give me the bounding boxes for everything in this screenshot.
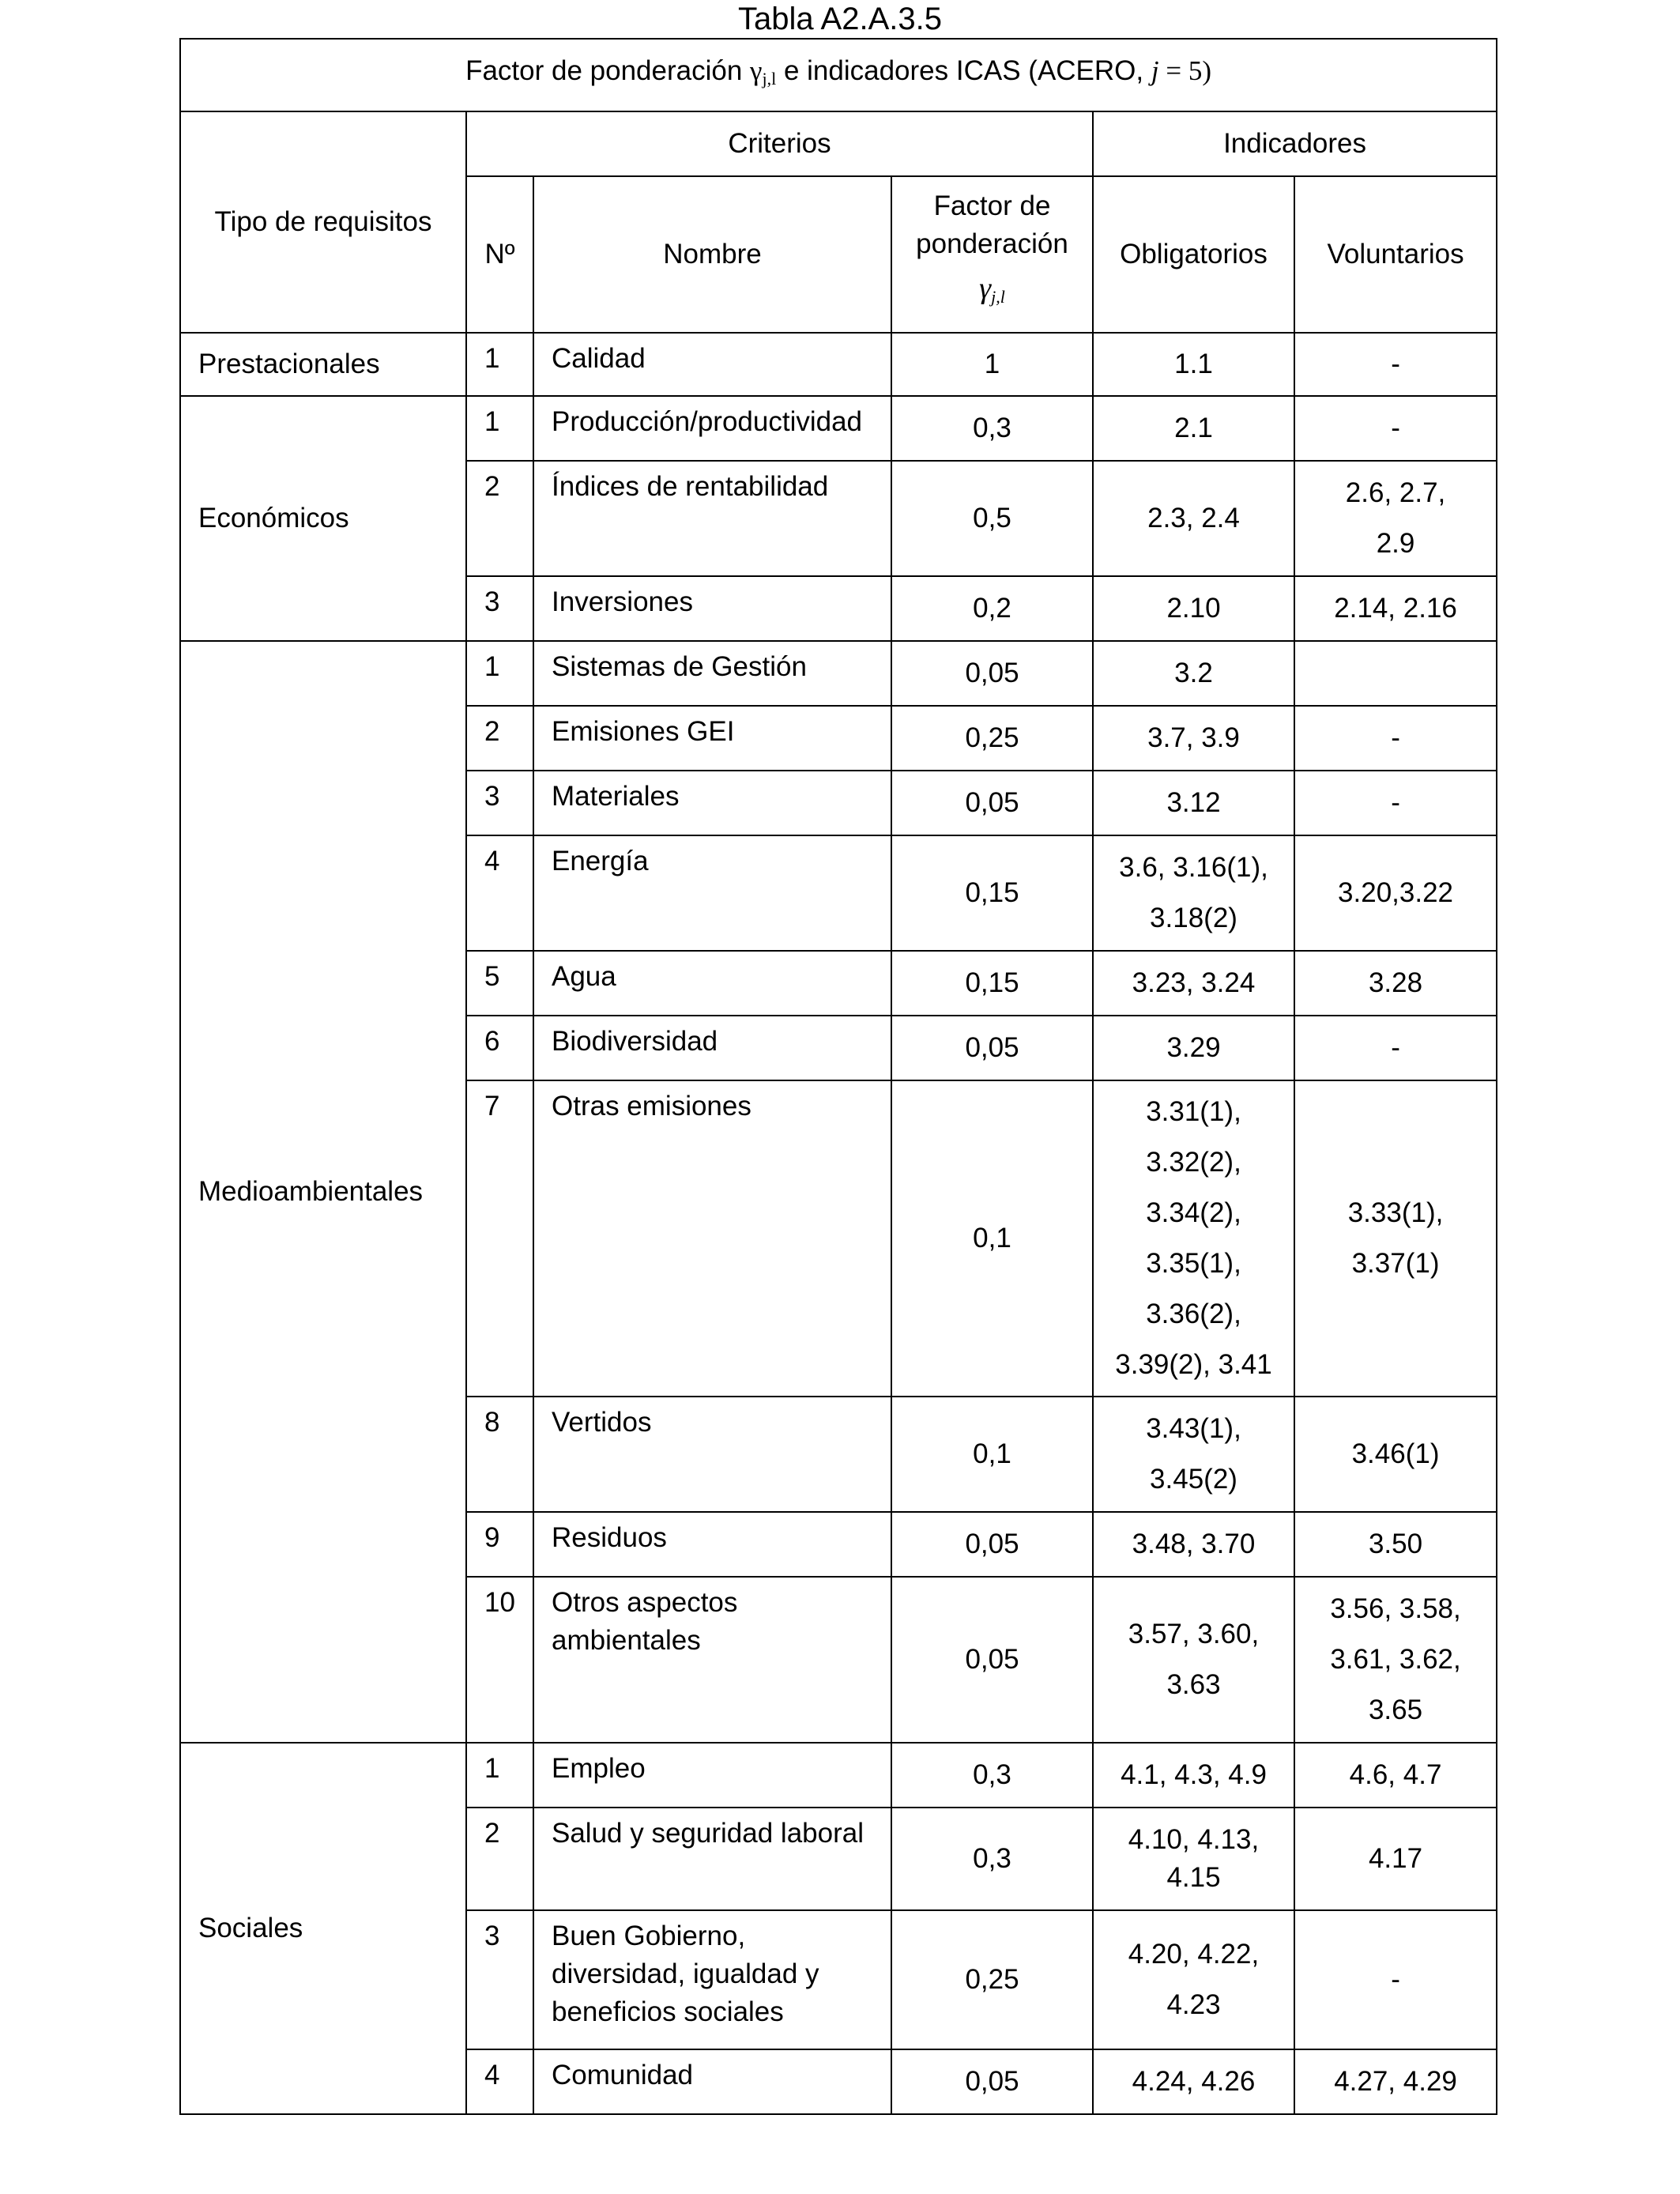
obligatorio-line: 2.1 — [1174, 413, 1213, 443]
criterio-num-cell: 3 — [466, 1910, 533, 2049]
indicadores-voluntarios-cell — [1294, 576, 1497, 641]
factor-ponderacion-cell: 0,3 — [891, 396, 1093, 461]
voluntario-line: 3.46(1) — [1351, 1438, 1440, 1469]
obligatorio-line: 4.1, 4.3, 4.9 — [1121, 1759, 1267, 1790]
criterio-num-cell: 1 — [466, 1743, 533, 1808]
header-indicadores: Indicadores — [1093, 111, 1497, 176]
indicadores-voluntarios-cell — [1294, 333, 1497, 396]
page-title: Tabla A2.A.3.5 — [738, 2, 942, 36]
voluntario-line: 3.20,3.22 — [1338, 877, 1454, 908]
factor-ponderacion-cell: 0,1 — [891, 1080, 1093, 1397]
indicadores-voluntarios-cell — [1294, 641, 1497, 706]
criterio-num-cell: 8 — [466, 1397, 533, 1512]
criterio-num-cell: 3 — [466, 771, 533, 835]
nombre-line: Agua — [552, 961, 616, 992]
criterio-num-cell: 2 — [466, 461, 533, 576]
voluntario-line: 3.50 — [1368, 1529, 1423, 1559]
tipo-requisitos-cell: Económicos — [180, 396, 466, 641]
obligatorio-line: 3.29 — [1166, 1032, 1221, 1063]
obligatorio-line: 3.7, 3.9 — [1147, 722, 1240, 753]
indicadores-obligatorios-cell — [1093, 951, 1294, 1016]
voluntario-line: 4.17 — [1368, 1843, 1423, 1874]
indicadores-obligatorios-cell — [1093, 461, 1294, 576]
nombre-line: Otras emisiones — [552, 1091, 751, 1122]
caption-middle: e indicadores ICAS (ACERO, — [776, 55, 1151, 86]
voluntario-line: - — [1391, 787, 1400, 818]
indicadores-voluntarios-cell — [1294, 1577, 1497, 1743]
indicadores-obligatorios-cell — [1093, 576, 1294, 641]
obligatorio-line: 4.10, 4.13, — [1128, 1824, 1260, 1855]
caption-gamma: γ — [750, 55, 763, 86]
header-gamma-sub: j,l — [991, 286, 1005, 307]
caption-close: ) — [1202, 55, 1211, 86]
indicadores-voluntarios-cell — [1294, 1016, 1497, 1080]
header-obligatorios: Obligatorios — [1093, 176, 1294, 333]
indicadores-voluntarios-cell — [1294, 1397, 1497, 1512]
obligatorio-line: 3.2 — [1174, 658, 1213, 688]
obligatorio-line: 3.6, 3.16(1), — [1119, 852, 1268, 883]
nombre-line: Residuos — [552, 1522, 667, 1553]
obligatorio-line: 2.3, 2.4 — [1147, 503, 1240, 533]
indicadores-obligatorios-cell — [1093, 1910, 1294, 2049]
header-gamma-symbol: γ — [979, 271, 992, 305]
criterio-nombre-cell — [533, 1808, 891, 1910]
voluntario-line: 3.37(1) — [1351, 1248, 1440, 1279]
obligatorio-line: 3.36(2), — [1146, 1299, 1241, 1329]
header-nombre: Nombre — [533, 176, 891, 333]
voluntario-line: - — [1391, 413, 1400, 443]
criterio-num-cell: 1 — [466, 396, 533, 461]
obligatorio-line: 4.15 — [1166, 1862, 1221, 1893]
table-row — [180, 641, 1497, 706]
criterio-nombre-cell — [533, 951, 891, 1016]
criterio-nombre-cell — [533, 835, 891, 951]
factor-ponderacion-cell: 0,05 — [891, 641, 1093, 706]
indicadores-obligatorios-cell — [1093, 1743, 1294, 1808]
caption-eq-value: = 5 — [1158, 55, 1203, 86]
voluntario-line: 4.27, 4.29 — [1334, 2066, 1457, 2097]
factor-ponderacion-cell: 0,1 — [891, 1397, 1093, 1512]
indicadores-obligatorios-cell — [1093, 771, 1294, 835]
criterio-nombre-cell — [533, 333, 891, 396]
header-num: Nº — [466, 176, 533, 333]
factor-ponderacion-cell: 0,3 — [891, 1743, 1093, 1808]
nombre-line: diversidad, igualdad y — [552, 1958, 819, 1989]
criterio-num-cell: 10 — [466, 1577, 533, 1743]
voluntario-line: - — [1391, 1964, 1400, 1995]
criterio-nombre-cell — [533, 706, 891, 771]
tipo-requisitos-cell: Prestacionales — [180, 333, 466, 396]
voluntario-line: - — [1391, 1032, 1400, 1063]
indicadores-voluntarios-cell — [1294, 835, 1497, 951]
nombre-line: Vertidos — [552, 1407, 652, 1438]
nombre-line: ambientales — [552, 1625, 701, 1656]
obligatorio-line: 3.23, 3.24 — [1132, 967, 1256, 998]
indicadores-voluntarios-cell — [1294, 951, 1497, 1016]
obligatorio-line: 3.45(2) — [1150, 1464, 1237, 1495]
nombre-line: Energía — [552, 846, 649, 876]
header-factor-gamma — [892, 263, 1092, 322]
factor-ponderacion-cell: 1 — [891, 333, 1093, 396]
indicadores-voluntarios-cell — [1294, 1743, 1497, 1808]
nombre-line: Emisiones GEI — [552, 716, 735, 747]
voluntario-line: 3.65 — [1368, 1695, 1423, 1725]
nombre-line: Comunidad — [552, 2060, 693, 2090]
factor-ponderacion-cell: 0,25 — [891, 706, 1093, 771]
factor-ponderacion-cell: 0,5 — [891, 461, 1093, 576]
table-row — [180, 333, 1497, 396]
icas-table — [179, 38, 1497, 2115]
criterio-num-cell: 4 — [466, 835, 533, 951]
indicadores-voluntarios-cell — [1294, 1808, 1497, 1910]
obligatorio-line: 3.63 — [1166, 1669, 1221, 1700]
obligatorio-line: 3.35(1), — [1146, 1248, 1241, 1279]
tipo-requisitos-cell: Medioambientales — [180, 641, 466, 1743]
nombre-line: Calidad — [552, 343, 646, 374]
header-criterios: Criterios — [466, 111, 1093, 176]
caption-gamma-sub: j,l — [762, 69, 777, 89]
factor-ponderacion-cell: 0,3 — [891, 1808, 1093, 1910]
obligatorio-line: 3.31(1), — [1146, 1096, 1241, 1127]
indicadores-obligatorios-cell — [1093, 1397, 1294, 1512]
indicadores-obligatorios-cell — [1093, 1808, 1294, 1910]
criterio-num-cell: 3 — [466, 576, 533, 641]
criterio-num-cell: 9 — [466, 1512, 533, 1577]
obligatorio-line: 3.34(2), — [1146, 1197, 1241, 1228]
criterio-nombre-cell — [533, 1577, 891, 1743]
factor-ponderacion-cell: 0,25 — [891, 1910, 1093, 2049]
criterio-nombre-cell — [533, 576, 891, 641]
obligatorio-line: 2.10 — [1166, 593, 1221, 624]
caption-j: j — [1151, 55, 1159, 86]
factor-ponderacion-cell: 0,2 — [891, 576, 1093, 641]
obligatorio-line: 3.48, 3.70 — [1132, 1529, 1256, 1559]
nombre-line: Empleo — [552, 1753, 646, 1784]
table-caption — [180, 39, 1497, 111]
header-voluntarios: Voluntarios — [1294, 176, 1497, 333]
caption-before: Factor de ponderación — [465, 55, 751, 86]
voluntario-line: - — [1391, 722, 1400, 753]
indicadores-obligatorios-cell — [1093, 333, 1294, 396]
voluntario-line: 2.9 — [1376, 528, 1415, 559]
criterio-nombre-cell — [533, 1397, 891, 1512]
tipo-requisitos-cell: Sociales — [180, 1743, 466, 2114]
obligatorio-line: 3.57, 3.60, — [1128, 1619, 1260, 1649]
criterio-num-cell: 5 — [466, 951, 533, 1016]
factor-ponderacion-cell: 0,15 — [891, 951, 1093, 1016]
voluntario-line: 3.33(1), — [1347, 1197, 1444, 1228]
indicadores-obligatorios-cell — [1093, 641, 1294, 706]
criterio-nombre-cell — [533, 1016, 891, 1080]
header-factor — [891, 176, 1093, 333]
indicadores-obligatorios-cell — [1093, 1512, 1294, 1577]
criterio-nombre-cell — [533, 641, 891, 706]
indicadores-voluntarios-cell — [1294, 1910, 1497, 2049]
indicadores-voluntarios-cell — [1294, 2049, 1497, 2114]
criterio-nombre-cell — [533, 1910, 891, 2049]
factor-ponderacion-cell: 0,05 — [891, 2049, 1093, 2114]
indicadores-voluntarios-cell — [1294, 461, 1497, 576]
criterio-nombre-cell — [533, 1080, 891, 1397]
nombre-line: Otros aspectos — [552, 1587, 738, 1618]
nombre-line: Buen Gobierno, — [552, 1921, 746, 1951]
obligatorio-line: 4.24, 4.26 — [1132, 2066, 1256, 2097]
voluntario-line: - — [1391, 349, 1400, 379]
nombre-line: Índices de rentabilidad — [552, 471, 829, 502]
nombre-line: Materiales — [552, 781, 680, 812]
nombre-line: beneficios sociales — [552, 1996, 784, 2027]
indicadores-voluntarios-cell — [1294, 396, 1497, 461]
voluntario-line: 3.28 — [1368, 967, 1423, 998]
criterio-num-cell: 6 — [466, 1016, 533, 1080]
indicadores-obligatorios-cell — [1093, 1016, 1294, 1080]
indicadores-voluntarios-cell — [1294, 1512, 1497, 1577]
factor-ponderacion-cell: 0,05 — [891, 1512, 1093, 1577]
indicadores-obligatorios-cell — [1093, 396, 1294, 461]
obligatorio-line: 1.1 — [1174, 349, 1213, 379]
obligatorio-line: 3.32(2), — [1146, 1147, 1241, 1178]
criterio-nombre-cell — [533, 1743, 891, 1808]
indicadores-obligatorios-cell — [1093, 2049, 1294, 2114]
header-factor-line2: ponderación — [916, 228, 1068, 259]
criterio-nombre-cell — [533, 1512, 891, 1577]
nombre-line: Producción/productividad — [552, 406, 863, 437]
nombre-line: Salud y seguridad laboral — [552, 1818, 864, 1849]
voluntario-line: 3.61, 3.62, — [1330, 1644, 1461, 1675]
obligatorio-line: 4.20, 4.22, — [1128, 1939, 1260, 1970]
criterio-num-cell: 2 — [466, 706, 533, 771]
criterio-nombre-cell — [533, 396, 891, 461]
criterio-num-cell: 1 — [466, 641, 533, 706]
obligatorio-line: 3.12 — [1166, 787, 1221, 818]
obligatorio-line: 3.39(2), 3.41 — [1115, 1349, 1272, 1380]
criterio-num-cell: 1 — [466, 333, 533, 396]
indicadores-voluntarios-cell — [1294, 1080, 1497, 1397]
nombre-line: Inversiones — [552, 586, 693, 617]
criterio-nombre-cell — [533, 2049, 891, 2114]
factor-ponderacion-cell: 0,15 — [891, 835, 1093, 951]
indicadores-obligatorios-cell — [1093, 1577, 1294, 1743]
voluntario-line: 4.6, 4.7 — [1349, 1759, 1442, 1790]
factor-ponderacion-cell: 0,05 — [891, 1577, 1093, 1743]
criterio-num-cell: 4 — [466, 2049, 533, 2114]
indicadores-obligatorios-cell — [1093, 1080, 1294, 1397]
nombre-line: Sistemas de Gestión — [552, 651, 807, 682]
voluntario-line: 2.14, 2.16 — [1334, 593, 1457, 624]
criterio-nombre-cell — [533, 771, 891, 835]
nombre-line: Biodiversidad — [552, 1026, 718, 1057]
table-row — [180, 396, 1497, 461]
indicadores-obligatorios-cell — [1093, 835, 1294, 951]
factor-ponderacion-cell: 0,05 — [891, 771, 1093, 835]
voluntario-line: 2.6, 2.7, — [1345, 477, 1446, 508]
criterio-nombre-cell — [533, 461, 891, 576]
voluntario-line: 3.56, 3.58, — [1330, 1593, 1461, 1624]
criterio-num-cell: 7 — [466, 1080, 533, 1397]
indicadores-voluntarios-cell — [1294, 706, 1497, 771]
header-tipo: Tipo de requisitos — [180, 111, 466, 333]
obligatorio-line: 3.18(2) — [1150, 903, 1237, 933]
obligatorio-line: 4.23 — [1166, 1989, 1221, 2020]
factor-ponderacion-cell: 0,05 — [891, 1016, 1093, 1080]
obligatorio-line: 3.43(1), — [1146, 1413, 1241, 1444]
table-row — [180, 1743, 1497, 1808]
header-factor-line1: Factor de — [933, 190, 1051, 221]
criterio-num-cell: 2 — [466, 1808, 533, 1910]
indicadores-voluntarios-cell — [1294, 771, 1497, 835]
indicadores-obligatorios-cell — [1093, 706, 1294, 771]
